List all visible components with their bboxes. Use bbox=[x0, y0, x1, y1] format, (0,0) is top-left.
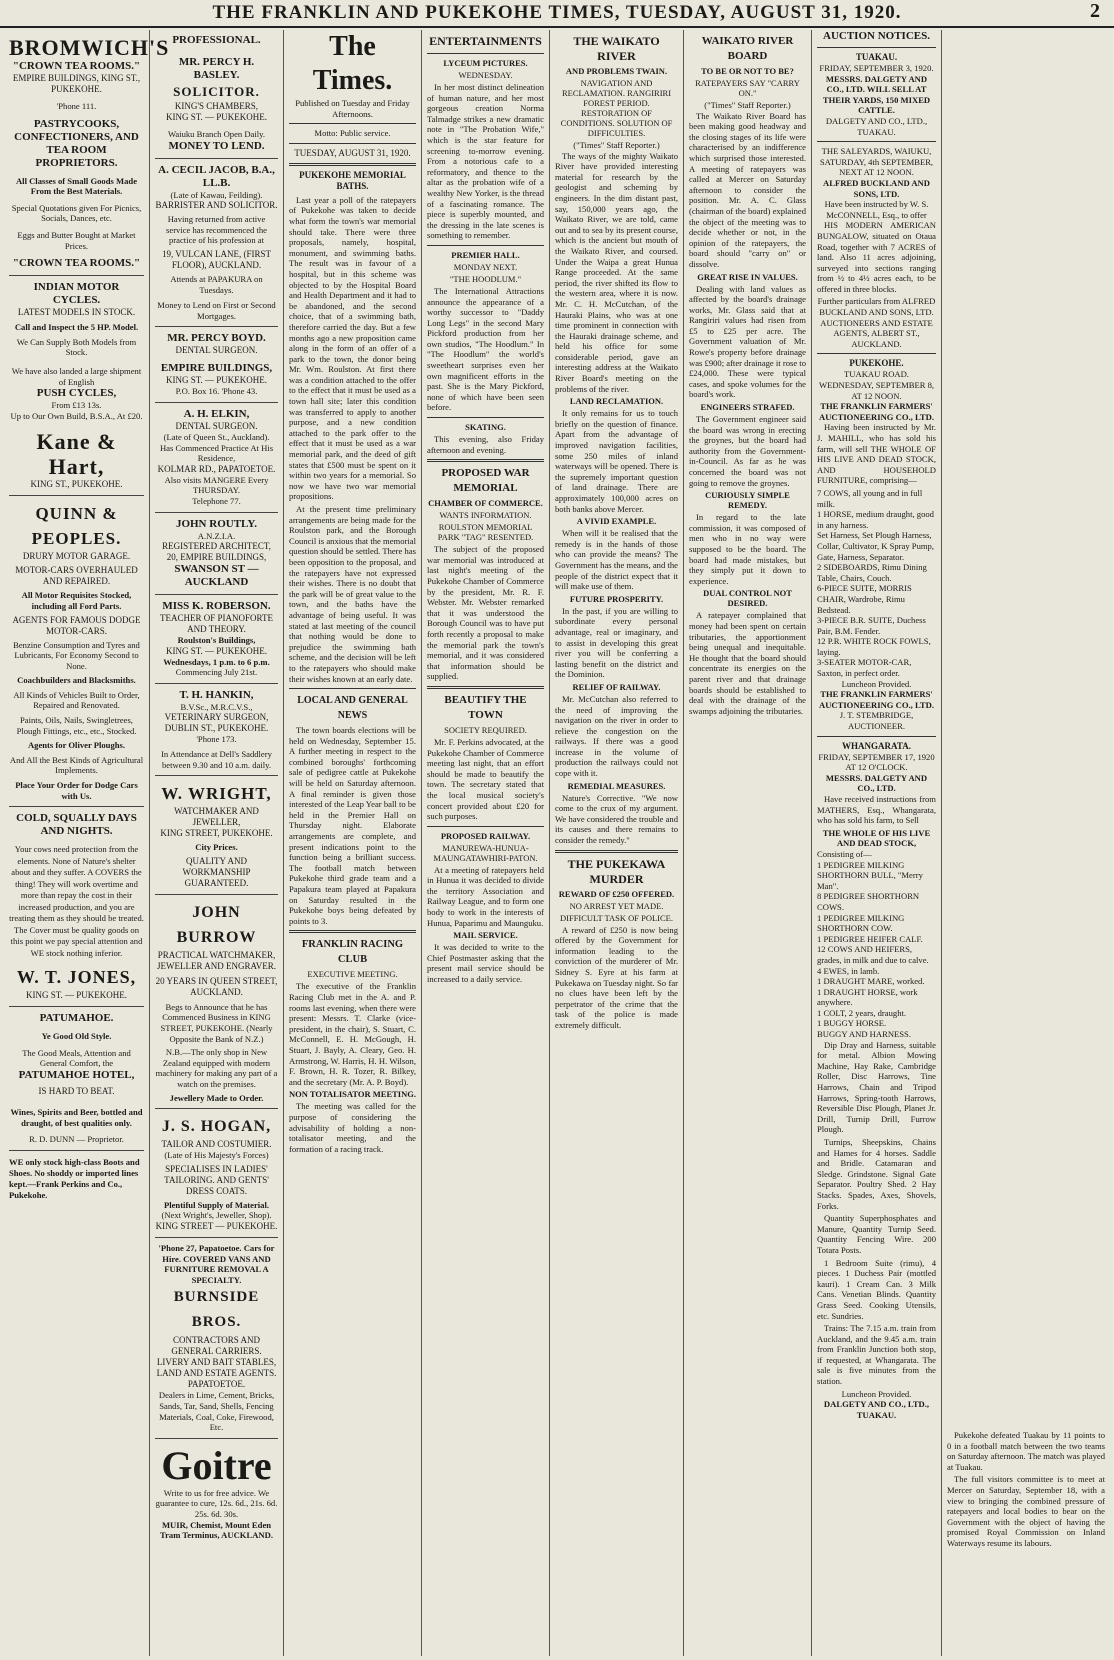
dodge-agents: AGENTS FOR FAMOUS DODGE MOTOR-CARS. bbox=[12, 614, 141, 636]
pukekawa-body: A reward of £250 is now being offered by the Government for information leading to the conviction of the murderer of Mr. Sidney S. Eyre at his farm at Pukekawa on Tuesday night. So far no clues have been left by the perpetrator of the crime that the task of the police is made extremely difficult. bbox=[555, 924, 678, 1030]
skating-body: This evening, also Friday afternoon and evening. bbox=[427, 434, 544, 455]
landed-shipment: We have also landed a large shipment of English bbox=[11, 365, 142, 387]
baths-body-2: At the present time preliminary arrangements are being made for the Roulston park, and the Borough Council is anxious that the memorial question should be settled. There has been opposition to the proposal, and the ratepayers have not expressed their wishes. There is no doubt that the park will be of great value to the town, and the baths have the advantage of being useful. It was stated at last meeting of the council that nothing would be done to prejudice the swimming bath scheme, and the decision will be left to the ratepayers who should make their wishes known at an early date. bbox=[289, 504, 416, 684]
tuakau-1: TUAKAU. bbox=[855, 52, 898, 62]
motor-requisites: All Motor Requisites Stocked, including all Ford Parts. bbox=[21, 590, 132, 611]
list-item: 3-SEATER MOTOR-CAR, Saxton, in perfect order. bbox=[817, 657, 912, 679]
burrow-title: PRACTICAL WATCHMAKER, JEWELLER AND ENGRAVER. bbox=[156, 949, 277, 971]
burrow-card bbox=[155, 895, 278, 1109]
elkin-card bbox=[155, 403, 278, 513]
dodge-order: Place Your Order for Dodge Cars with Us. bbox=[15, 780, 138, 801]
premier-day: MONDAY NEXT. bbox=[453, 261, 518, 272]
cold-body: Your cows need protection from the elements. None of Nature's shelter about and they suffer. A COVERS the thing! They will work overtime and more than repay the cost in their increased production, and you are treating them as they should be treated. The Cover must be quality goods on this point we pay special attention and WE stock nothing inferior. bbox=[9, 844, 144, 958]
hankin-phone: 'Phone 173. bbox=[196, 734, 237, 745]
list-item: 1 DRAUGHT MARE, worked. bbox=[817, 976, 925, 987]
strafed-heading: ENGINEERS STRAFED. bbox=[700, 402, 795, 413]
list-item: 1 DRAUGHT HORSE, work anywhere. bbox=[817, 986, 918, 1008]
page-number: 2 bbox=[1090, 0, 1100, 22]
indian-motor-ad bbox=[9, 276, 144, 496]
pukekawa-headline: THE PUKEKAWA MURDER bbox=[567, 856, 666, 886]
remedial-heading: REMEDIAL MEASURES. bbox=[567, 780, 666, 791]
elkin-tel: Telephone 77. bbox=[192, 495, 241, 506]
railway-body: At a meeting of ratepayers held in Hunua it was decided to divide the territory Association and Railway League, and to form one body to work in the interests of Hunua, Paparimu and Maunguku. bbox=[427, 864, 544, 928]
burnside-title: CONTRACTORS AND GENERAL CARRIERS. bbox=[171, 1335, 262, 1357]
hogan-name: J. S. HOGAN, bbox=[161, 1118, 272, 1136]
local-news-body: The town boards elections will be held on Wednesday, September 15. A further meeting in respect to the combined boroughs' forthcoming sale of pedigree cattle at Pukekohe will be held on Saturday afternoon. A final reminder is given those interested of the Leap Year ball to be held in the Premier Hall on Thursday night. Elaborate arrangements are complete, and present indications point to the function being a brilliant success. The football match between Pukekohe third grade team and a Papakura team played at Papakura on Saturday resulted in the Pukekohe boys being defeated by points to 3. bbox=[289, 725, 416, 926]
ye-good-old: Ye Good Old Style. bbox=[41, 1031, 112, 1042]
wed-sept8: WEDNESDAY, SEPTEMBER 8, AT 12 NOON. bbox=[818, 380, 935, 401]
luncheon-2: Luncheon Provided. bbox=[841, 1388, 912, 1399]
list-item: 1 PEDIGREE MILKING SHORTHORN BULL, "Merry Man". bbox=[817, 859, 923, 891]
premier-heading: PREMIER HALL. bbox=[451, 249, 520, 260]
special-quotations: Special Quotations given For Picnics, Socials, Dances, etc. bbox=[11, 202, 142, 224]
push-price: From £13 13s. bbox=[51, 400, 102, 411]
hogan-late: (Late of His Majesty's Forces) bbox=[164, 1150, 269, 1161]
motor-overhaul: MOTOR-CARS OVERHAULED AND REPAIRED. bbox=[15, 565, 138, 587]
benzine: Benzine Consumption and Tyres and Lubricants, For Economy Second to None. bbox=[13, 639, 140, 671]
mail-body: It was decided to write to the Chief Postmaster asking that the present mail service should be increased to a daily service. bbox=[427, 942, 544, 985]
comprising: Consisting of— bbox=[817, 848, 872, 859]
wright-title: WATCHMAKER AND JEWELLER, bbox=[174, 806, 259, 828]
implements: And All the Best Kinds of Agricultural Implements. bbox=[9, 754, 144, 776]
wines-spirits: Wines, Spirits and Beer, bottled and draught, of best qualities only. bbox=[10, 1107, 143, 1128]
dunn-proprietor: R. D. DUNN — Proprietor. bbox=[29, 1134, 124, 1145]
routly-card bbox=[155, 513, 278, 596]
coachbuilders: Coachbuilders and Blacksmiths. bbox=[17, 675, 136, 686]
column-4 bbox=[422, 30, 550, 1656]
lyceum-day: WEDNESDAY. bbox=[458, 70, 513, 80]
jacob-name: A. CECIL JACOB, B.A., LL.B. bbox=[158, 163, 275, 189]
river-board-staff: ("Times" Staff Reporter.) bbox=[704, 100, 791, 110]
indian-motor-cycles: INDIAN MOTOR CYCLES. bbox=[33, 281, 120, 307]
roulston-buildings: Roulston's Buildings, bbox=[177, 635, 256, 646]
hankin-qual: B.V.Sc., M.R.C.V.S., bbox=[180, 701, 253, 712]
franklin-farmers-2: THE FRANKLIN FARMERS' AUCTIONEERING CO., LTD. bbox=[818, 689, 934, 710]
dalgety-tuakau: DALGETY AND CO., LTD., TUAKAU. bbox=[825, 115, 928, 137]
dalgety-4: DALGETY AND CO., LTD., TUAKAU. bbox=[823, 1399, 930, 1420]
household-list: 1 Bedroom Suite (rimu), 4 pieces. 1 Duchess Pair (mottled kauri). 1 Cream Can. 3 Milk Cans. Venetian Blinds. Quantity Grass Seed. Cooking Utensils, etc. Sundries. bbox=[817, 1257, 936, 1321]
list-item: 12 COWS AND HEIFERS, grades, in milk and due to calve. bbox=[817, 944, 929, 965]
hankin-name: T. H. HANKIN, bbox=[179, 688, 254, 701]
burnside-card bbox=[155, 1238, 278, 1439]
oliver-ploughs: Agents for Oliver Ploughs. bbox=[27, 740, 126, 751]
goitre-body: Write to us for free advice. We guarantee to cure, 12s. 6d., 21s. 6d. 25s. 6d. 30s. bbox=[155, 1487, 278, 1519]
waiuku-branch: Waiuku Branch Open Daily. bbox=[167, 129, 266, 139]
totalisator-body: The meeting was called for the purpose of considering the advisability of holding a non-totalisator meeting, and the formation of a racing track. bbox=[289, 1101, 416, 1154]
routly-name: JOHN ROUTLY. bbox=[175, 517, 258, 530]
hard-to-beat: IS HARD TO BEAT. bbox=[38, 1086, 115, 1096]
masthead: THE FRANKLIN AND PUKEKOHE TIMES, TUESDAY, AUGUST 31, 1920. bbox=[0, 0, 1114, 28]
routly-anzia: A.N.Z.I.A. bbox=[197, 530, 236, 541]
roulston-addr: KING ST. — PUKEKOHE. bbox=[165, 645, 268, 656]
column-8 bbox=[942, 30, 1110, 1656]
dual-control-body: A ratepayer complained that money had been spent on certain tributaries, the apportionment being unequal and inequitable. He thought that the board should concentrate its energies on the parent river and that drainage boards should be established to deal with the drainage of the swamps adjoining the tributaries. bbox=[689, 610, 806, 716]
racing-heading: FRANKLIN RACING CLUB bbox=[301, 939, 404, 966]
mail-heading: MAIL SERVICE. bbox=[453, 930, 518, 941]
wright-card bbox=[155, 776, 278, 895]
times-title: The Times. bbox=[312, 31, 393, 96]
wright-quality: QUALITY AND WORKMANSHIP GUARANTEED. bbox=[182, 855, 251, 888]
pukekawa-reward: REWARD OF £250 OFFERED. bbox=[558, 888, 675, 899]
burnside-livery: LIVERY AND BAIT STABLES, LAND AND ESTATE AGENTS. PAPATOETOE. bbox=[156, 1357, 277, 1390]
buckland-particulars: Further particulars from ALFRED BUCKLAND AND SONS, LTD. AUCTIONEERS AND ESTATE AGENTS, ALBERT ST., AUCKLAND. bbox=[817, 296, 936, 349]
list-item: 1 BUGGY HORSE. bbox=[817, 1018, 887, 1029]
jones-address: KING ST. — PUKEKOHE. bbox=[25, 990, 128, 1001]
basley-title: SOLICITOR. bbox=[173, 84, 260, 99]
money-mortgages: Money to Lend on First or Second Mortgages. bbox=[157, 300, 276, 321]
bungalow: HIS MODERN AMERICAN BUNGALOW, situated on Otaua Road, together with 7 ACRES of land. Also 11 acres adjoining, surveyed into sections ranging from ½ to 4½ acres each, to be offered in three blocks. bbox=[817, 220, 936, 294]
boyd-card bbox=[155, 327, 278, 403]
manures-list: Quantity Superphosphates and Manure, Quantity Turnip Seed. Quantity Fencing Wire. 200 Totara Posts. bbox=[817, 1213, 936, 1255]
list-item: 12 P.R. WHITE ROCK FOWLS, laying. bbox=[817, 636, 931, 657]
farmers-list bbox=[817, 488, 936, 679]
burrow-begs: Begs to Announce that he has Commenced Business in KING STREET, PUKEKOHE. (Nearly Opposite the Bank of N.Z.) bbox=[160, 1001, 273, 1044]
luncheon-1: Luncheon Provided. bbox=[841, 678, 912, 689]
eggs-butter: Eggs and Butter Bought at Market Prices. bbox=[17, 229, 136, 251]
hogan-addr: KING STREET — PUKEKOHE. bbox=[155, 1220, 278, 1231]
list-item: Set Harness, Set Plough Harness, Collar, Cultivator, K Spray Pump, Gate, Harness, Separator. bbox=[817, 530, 934, 562]
quinn-peoples: QUINN & PEOPLES. bbox=[31, 504, 122, 549]
basley-card bbox=[155, 51, 278, 159]
hogan-special: SPECIALISES IN LADIES' TAILORING. AND GENTS' DRESS COATS. bbox=[164, 1163, 269, 1196]
baths-headline: PUKEKOHE MEMORIAL BATHS. bbox=[299, 169, 406, 191]
basley-name: MR. PERCY H. BASLEY. bbox=[178, 56, 255, 81]
swanson-st: SWANSON ST — AUCKLAND bbox=[174, 563, 259, 589]
goitre-title: Goitre bbox=[161, 1442, 272, 1488]
waikato-staff: ("Times" Staff Reporter.) bbox=[573, 140, 660, 150]
paints: Paints, Oils, Nails, Swingletrees, Plough Fittings, etc., etc., Stocked. bbox=[16, 715, 137, 736]
visitors-meeting: The full visitors committee is to meet at Mercer on Saturday, September 18, with a view to bringing the combined pressure of ratepayers and local bodies to bear on the Government with the object of having the promised Royal Commission on Inland Waterways resume its labours. bbox=[947, 1474, 1105, 1548]
professional-heading: PROFESSIONAL. bbox=[172, 34, 261, 46]
bromwich-ad bbox=[9, 30, 170, 276]
column-8-spacer bbox=[947, 30, 1105, 1430]
hogan-next: (Next Wright's, Jeweller, Shop). bbox=[161, 1210, 272, 1221]
routly-addr: 20, EMPIRE BUILDINGS, bbox=[166, 552, 267, 563]
push-build: Up to Our Own Build, B.S.A., At £20. bbox=[10, 410, 143, 421]
hogan-title: TAILOR AND COSTUMIER. bbox=[161, 1139, 272, 1150]
burnside-dealers: Dealers in Lime, Cement, Bricks, Sands, Tar, Sand, Shells, Fencing Materials, Coal, Coke, Firewood, Etc. bbox=[158, 1390, 275, 1433]
burnside-cars: 'Phone 27, Papatoetoe. Cars for Hire. COVERED VANS AND FURNITURE REMOVAL A SPECIALTY. bbox=[158, 1242, 275, 1285]
relief-heading: RELIEF OF RAILWAY. bbox=[572, 681, 661, 692]
money-to-lend: MONEY TO LEND. bbox=[168, 139, 265, 152]
proposed-memorial-heading: PROPOSED WAR MEMORIAL bbox=[441, 467, 530, 495]
railway-heading: PROPOSED RAILWAY. bbox=[440, 830, 531, 841]
remedial-body: Nature's Corrective. "We now come to the crux of my argument. We have considered the trouble and its causes and there remains to consider the remedy." bbox=[555, 792, 678, 846]
bromwich-phone: 'Phone 111. bbox=[56, 101, 97, 111]
quinn-peoples-ad bbox=[9, 496, 144, 807]
totalisator-heading: NON TOTALISATOR MEETING. bbox=[289, 1089, 416, 1100]
boyd-po: P.O. Box 16. 'Phone 43. bbox=[175, 386, 258, 397]
boyd-title: DENTAL SURGEON. bbox=[175, 345, 258, 356]
burrow-jewellery: Jewellery Made to Order. bbox=[169, 1092, 264, 1103]
sundries-list: Turnips, Sheepskins, Chains and Hames for 4 horses. Saddle and Bridle. Catamaran and Sledge. Grindstone. Signal Gate Separator. Poultry Shed. 2 Hay Stacks. Spades, Axes, Shovels, Forks. bbox=[817, 1137, 936, 1211]
list-item: 2 SIDEBOARDS, Rimu Dining Table, Chairs, Couch. bbox=[817, 562, 927, 583]
proposed-memorial-body: The subject of the proposed war memorial was introduced at last night's meeting of the Pukekohe Chamber of Commerce by the president, Mr. R. F. Webster. Mr. Webster remarked that it was understood the Borough Council was to have put forth recently a proposal to make the memorial park the town's memorial, and it was considered that information should be supplied. bbox=[427, 544, 544, 682]
boyd-name: MR. PERCY BOYD. bbox=[167, 332, 266, 345]
entertainments-heading: ENTERTAINMENTS bbox=[429, 34, 542, 48]
relief-body: Mr. McCutchan also referred to the need of improving the navigation on the river in order to relieve the congestion on the railways. If there was a good increase in the volume of production the railways could not cope with it. bbox=[555, 693, 678, 779]
hogan-plentiful: Plentiful Supply of Material. bbox=[163, 1199, 270, 1210]
strafed-body: The Government engineer said the board was wrong in erecting the groynes, but the board had authority from the Government-in-Council. As far as he was concerned the board was not going to remove the groynes. bbox=[689, 414, 806, 488]
local-news-heading: LOCAL AND GENERAL NEWS bbox=[297, 695, 408, 722]
farmers-body: Having been instructed by Mr. J. MAHILL, who has sold his farm, will sell THE WHOLE OF HIS LIVE AND DEAD STOCK, AND HOUSEHOLD FURNITURE, comprising— bbox=[817, 422, 936, 486]
list-item: 1 PEDIGREE HEIFER CALF. bbox=[817, 933, 923, 944]
dual-control-heading: DUAL CONTROL NOT DESIRED. bbox=[703, 588, 792, 609]
push-cycles: PUSH CYCLES, bbox=[36, 387, 117, 400]
motto: Motto: Public service. bbox=[314, 128, 391, 139]
burrow-name: JOHN BURROW bbox=[176, 903, 257, 946]
dalgety-3: MESSRS. DALGETY AND CO., LTD. bbox=[825, 772, 928, 794]
premier-body: The International Attractions announce the appearance of a worthy successor to "Daddy Long Legs" in the second Mary Pickford production from her own studios, "The Hoodlum." In "The Hoodlum" the world's sweetheart surprises even her own magnificent efforts in the past. She is the Mary Pickford, none of which have been seen before. bbox=[427, 285, 544, 413]
racing-sub: EXECUTIVE MEETING. bbox=[307, 969, 398, 980]
list-item: BUGGY AND HARNESS. bbox=[817, 1029, 911, 1040]
wright-city: City Prices. bbox=[195, 842, 238, 853]
elkin-late: (Late of Queen St., Auckland). bbox=[163, 431, 270, 442]
river-board-sub: TO BE OR NOT TO BE? bbox=[701, 66, 794, 76]
reclamation-body: It only remains for us to touch briefly on the question of finance. Apart from the advantage of improved navigation facilities, some 250 miles of inland waterways will be opened. There is the supremely important question of land drainage. There are approximately 100,000 acres on both banks above Mercer. bbox=[555, 408, 678, 514]
column-6 bbox=[684, 30, 812, 1656]
jones-title: W. T. JONES, bbox=[16, 967, 137, 988]
papakura: Attends at PAPAKURA on Tuesdays. bbox=[170, 273, 263, 295]
list-item: 4 EWES, in lamb. bbox=[817, 965, 880, 976]
vehicles: All Kinds of Vehicles Built to Order, Repaired and Renovated. bbox=[13, 689, 140, 711]
friday-sept3: FRIDAY, SEPTEMBER 3, 1920. bbox=[819, 63, 934, 73]
patumahoe-ad bbox=[9, 1007, 144, 1151]
cold-squally: COLD, SQUALLY DAYS AND NIGHTS. bbox=[16, 812, 137, 838]
roberson-name: MISS K. ROBERSON. bbox=[162, 600, 271, 613]
pukekawa-no-arrest: NO ARREST YET MADE. bbox=[569, 900, 664, 911]
hankin-addr: DUBLIN ST., PUKEKOHE. bbox=[164, 723, 269, 734]
jacob-title: BARRISTER AND SOLICITOR. bbox=[155, 200, 278, 211]
racing-body: The executive of the Franklin Racing Club met in the A. and P. rooms last evening, when there were present: Messrs. T. Clarke (vice-president, in the chair), S. Stuart, C. McConnell, E. H. McGough, H. Stuart, J. Bayly, A. Cleary, Geo. H. Armstrong, W. Harris, H. H. Wilson, F. Brown, H. R. Tozer, R. Bilkey, and the secretary (Mr. A. P. Boyd). bbox=[289, 981, 416, 1087]
published: Published on Tuesday and Friday Afternoons. bbox=[295, 98, 410, 119]
list-item: 7 COWS, all young and in full milk. bbox=[817, 487, 923, 509]
empire-buildings: EMPIRE BUILDINGS, KING ST., PUKEKOHE. bbox=[12, 73, 141, 94]
list-item: 3-PIECE B.R. SUITE, Duchess Pair, B.M. Fender. bbox=[817, 615, 926, 636]
whole-live-dead: THE WHOLE OF HIS LIVE AND DEAD STOCK, bbox=[822, 827, 931, 849]
waikato-headline: THE WAIKATO RIVER bbox=[573, 34, 660, 63]
boots-notice: WE only stock high-class Boots and Shoes. No shoddy or imported lines kept.—Frank Perkins and Co., Pukekohe. bbox=[9, 1156, 140, 1200]
column-1 bbox=[4, 30, 170, 1656]
tag-resented: ROULSTON MEMORIAL PARK "TAG" RESENTED. bbox=[437, 522, 534, 543]
river-board-headline: WAIKATO RIVER BOARD bbox=[701, 35, 794, 62]
waikato-sub: AND PROBLEMS TWAIN. bbox=[565, 66, 668, 76]
latest-models: LATEST MODELS IN STOCK. bbox=[17, 307, 136, 318]
bromwich-title: BROMWICH'S bbox=[9, 35, 170, 60]
skating-heading: SKATING. bbox=[465, 422, 506, 433]
great-rise-heading: GREAT RISE IN VALUES. bbox=[697, 271, 798, 282]
crown-tea-rooms: "CROWN TEA ROOMS." bbox=[12, 60, 141, 72]
crown-tea-rooms-2: "CROWN TEA ROOMS." bbox=[12, 257, 141, 270]
chamber-commerce: CHAMBER OF COMMERCE. bbox=[428, 498, 543, 509]
kane-address: KING ST., PUKEKOHE. bbox=[30, 479, 123, 490]
pukekawa-difficult: DIFFICULT TASK OF POLICE. bbox=[560, 912, 673, 923]
roberson-card bbox=[155, 595, 278, 684]
waikato-body: The ways of the mighty Waikato River have provided interesting material for research by the geologist and scheming by engineers. In the dim distant past, say, 150,000 years ago, the Waikato River, we are told, came out and to sea by its present course, which is the ancient but mouth of the Waikato River, and coursed. Under the Waipa a great Hunua Range proceeded. At the same period, the river shifted its flow to the western area, where it is now. Mr. C. H. McCutchan, of the Hauraki Plains, who was at one time prominent in connection with the Hauraki drainage scheme, and held his office for some considerable period, gave an interesting address at the Waikato River Board's meeting on the problems of the river. bbox=[555, 150, 678, 394]
small-goods: All Classes of Small Goods Made From the Best Materials. bbox=[15, 175, 138, 197]
trains-notice: Trains: The 7.15 a.m. train from Auckland, and the 9.45 a.m. train from Franklin Junction both stop, if requested, at Whangarata. The sale is five minutes from the station. bbox=[817, 1323, 936, 1387]
great-rise-body: Dealing with land values as affected by the board's drainage works, Mr. Glass said that at Rangiriri values had risen from £5 to £25 per acre. The Government valuation of Mr. Rowe's property before drainage was £900; after drainage it rose to £24,000. These were typical cases, and spoke volumes for the board's work. bbox=[689, 283, 806, 400]
saleyards-waiuku: THE SALEYARDS, WAIUKU, SATURDAY, 4th SEPTEMBER, NEXT AT 12 NOON. bbox=[819, 146, 934, 178]
river-board-body: The Waikato River Board has been making good headway and the closing stages of its life were characterised by an indifference which surprised those interested. A meeting of ratepayers was called at Mercer on Saturday afternoon to consider the position. Mr. A. C. Glass (chairman of the board) explained the object of the meeting was to decide whether or not, in the opinion of the ratepayers, the board should "carry on" or dissolve. bbox=[689, 110, 806, 269]
hogan-card bbox=[155, 1109, 278, 1238]
hankin-title: VETERINARY SURGEON, bbox=[164, 712, 269, 723]
waikato-kicker: NAVIGATION AND RECLAMATION. RANGIRIRI FOREST PERIOD. RESTORATION OF CONDITIONS. SOLUTION OF DIFFICULTIES. bbox=[560, 78, 673, 138]
society-required: SOCIETY REQUIRED. bbox=[444, 724, 527, 735]
list-item: 1 COLT, 2 years, draught. bbox=[817, 1007, 907, 1018]
whangarata: WHANGARATA. bbox=[842, 740, 911, 751]
column-7 bbox=[812, 30, 942, 1656]
supply-models: We Can Supply Both Models from Stock. bbox=[16, 336, 137, 358]
wants-info: WANTS INFORMATION. bbox=[439, 510, 532, 521]
reclamation-heading: LAND RECLAMATION. bbox=[569, 396, 664, 407]
friday-sept17: FRIDAY, SEPTEMBER 17, 1920 AT 12 O'CLOCK. bbox=[818, 751, 935, 773]
dalgety-3-body: Have received instructions from MATHERS, Esq., Whangarata, who has sold his farm, to Sell bbox=[817, 794, 936, 826]
vulcan-lane: 19, VULCAN LANE, (FIRST FLOOR), AUCKLAND. bbox=[161, 248, 272, 270]
beautify-heading: BEAUTIFY THE TOWN bbox=[444, 693, 527, 721]
pukekohe-sale: PUKEKOHE. bbox=[849, 358, 904, 369]
football-note: Pukekohe defeated Tuakau by 11 points to 0 in a football match between the two teams on Saturday afternoon. The match was played at Tuakau. bbox=[947, 1430, 1105, 1472]
elkin-body: Has Commenced Practice At His Residence, bbox=[159, 442, 274, 464]
remedy-body: In regard to the late commission, it was composed of men who in no way were supposed to be the board. The board had made mistakes, but they simply put it down to experience. bbox=[689, 512, 806, 586]
column-3 bbox=[284, 30, 422, 1656]
railway-sub: MANUREWA-HUNUA-MAUNGATAWHIRI-PATON. bbox=[433, 842, 538, 863]
issue-date: TUESDAY, AUGUST 31, 1920. bbox=[294, 147, 411, 158]
list-item: 1 HORSE, medium draught, good in any harness. bbox=[817, 509, 934, 530]
wright-name: W. WRIGHT, bbox=[161, 784, 272, 804]
lyceum-heading: LYCEUM PICTURES. bbox=[443, 58, 528, 68]
jacob-body: Having returned from active service has recommenced the practice of his profession at bbox=[166, 214, 267, 246]
baths-body-1: Last year a poll of the ratepayers of Pukekohe was taken to decide what form the town's war memorial should take. There were three proposals, namely, hospital, monument, and swimming baths. The result was in favour of a hospital, but in this scheme was objected to by the Hospital Board and Health Department and it had to be abandoned, and the second choice, that of a swimming bath, therefore carried the day. But a few months ago a new proposition came along in the form of an offer of a park to the town, the donor being Mr. Wm. Roulston. At first there was a condition attached to the offer to the effect that it must be used as a town hall site; later this condition was transferred to apply to another purpose, and a new condition attached to the park offer to the effect that it must be used as a war memorial park, and the deed of gift states that £500 must be spent on it within two years for a memorial. So now we have two war memorial propositions. bbox=[289, 194, 416, 502]
goitre-ad bbox=[155, 1439, 278, 1546]
buckland-1: ALFRED BUCKLAND AND SONS, LTD. bbox=[823, 177, 930, 199]
jacob-late: (Late of Kawau, Feilding). bbox=[170, 189, 263, 200]
wright-addr: KING STREET, PUKEKOHE. bbox=[160, 828, 273, 839]
good-meals: The Good Meals, Attention and General Comfort, the bbox=[22, 1047, 131, 1069]
list-item: 8 PEDIGREE SHORTHORN COWS. bbox=[817, 891, 920, 912]
pastrycooks: PASTRYCOOKS, CONFECTIONERS, AND TEA ROOM PROPRIETORS. bbox=[14, 117, 139, 169]
column-2 bbox=[150, 30, 284, 1656]
burrow-nb: N.B.—The only shop in New Zealand equipped with modern machinery for making any part of a watch on the premises. bbox=[155, 1047, 278, 1089]
mangere: Also visits MANGERE Every THURSDAY. bbox=[164, 474, 269, 496]
list-item: 1 PEDIGREE MILKING SHORTHORN COW. bbox=[817, 912, 905, 934]
lyceum-body: In her most distinct delineation of human nature, and her most gorgeous creation Norma Talmadge strikes a new dramatic note in "The Probation Wife," which is the star feature for screening to-morrow evening. From a notorious cafe to a reformatory, and thence to the altar as the probation wife of a wealthy New Yorker, is the thread of a fascinating romance. The piece is superbly mounted, and the dressing in the late scenes is something to remember. bbox=[427, 82, 544, 241]
kings-chambers: KING'S CHAMBERS, bbox=[174, 101, 259, 111]
buckland-instructed: Have been instructed by W. S. McCONNELL, Esq., to offer bbox=[824, 199, 929, 220]
vivid-heading: A VIVID EXAMPLE. bbox=[576, 516, 657, 527]
stock-list bbox=[817, 860, 936, 1040]
kings-address: KING ST. — PUKEKOHE. bbox=[165, 112, 268, 122]
burrow-years: 20 YEARS IN QUEEN STREET, AUCKLAND. bbox=[155, 975, 278, 997]
burnside-name: BURNSIDE BROS. bbox=[173, 1289, 260, 1331]
river-board-kicker: RATEPAYERS SAY "CARRY ON." bbox=[695, 78, 800, 98]
vivid-body: When will it be realised that the remedy is in the hands of those who can provide the means? The Government has the means, and the people of the district expect that it will make use of them. bbox=[555, 528, 678, 592]
cold-nights-ad bbox=[9, 807, 144, 1007]
roberson-july: Commencing July 21st. bbox=[175, 667, 258, 678]
roberson-hours: Wednesdays, 1 p.m. to 6 p.m. bbox=[163, 656, 270, 667]
future-body: In the past, if you are willing to subordinate every personal advantage, real or imaginary, and to assist in developing this great river you will be conferring a lasting benefit on the district and the Dominion. bbox=[555, 605, 678, 680]
elkin-name: A. H. ELKIN, bbox=[183, 407, 250, 420]
column-5 bbox=[550, 30, 684, 1656]
routly-title: REGISTERED ARCHITECT, bbox=[162, 541, 271, 552]
patumahoe-hotel: PATUMAHOE HOTEL, bbox=[18, 1069, 135, 1081]
call-inspect: Call and Inspect the 5 HP. Model. bbox=[14, 322, 139, 333]
elkin-title: DENTAL SURGEON. bbox=[175, 420, 258, 431]
newspaper-columns bbox=[4, 30, 1110, 1656]
jacob-card bbox=[155, 159, 278, 328]
boyd-empire: EMPIRE BUILDINGS, bbox=[160, 362, 273, 375]
auction-notices: AUCTION NOTICES. bbox=[823, 30, 930, 42]
kolmar-rd: KOLMAR RD., PAPATOETOE. bbox=[157, 463, 276, 474]
dalgety-yards: MESSRS. DALGETY AND CO., LTD. WILL SELL AT THEIR YARDS, 150 MIXED CATTLE. bbox=[822, 73, 931, 116]
kane-hart: Kane & Hart, bbox=[36, 429, 117, 480]
patumahoe-title: PATUMAHOE. bbox=[39, 1012, 114, 1025]
goitre-muir: MUIR, Chemist, Mount Eden Tram Terminus, AUCKLAND. bbox=[159, 1519, 273, 1541]
boyd-address: KING ST. — PUKEKOHE. bbox=[165, 375, 268, 386]
stembridge: J. T. STEMBRIDGE, AUCTIONEER. bbox=[839, 710, 914, 732]
hankin-attend: In Attendance at Dell's Saddlery between 9.30 and 10 a.m. daily. bbox=[161, 749, 272, 770]
beautify-body: Mr. F. Perkins advocated, at the Pukekohe Chamber of Commerce meeting last night, that an effort should be made to beautify the town. The secretary stated that the local musical society's concert provided about £20 for such purposes. bbox=[427, 736, 544, 822]
future-heading: FUTURE PROSPERITY. bbox=[569, 593, 664, 604]
franklin-farmers-1: THE FRANKLIN FARMERS' AUCTIONEERING CO., LTD. bbox=[818, 401, 934, 422]
tuakau-road: TUAKAU ROAD. bbox=[844, 369, 909, 380]
remedy-heading: CURIOUSLY SIMPLE REMEDY. bbox=[705, 490, 790, 511]
drury-garage: DRURY MOTOR GARAGE. bbox=[22, 551, 131, 562]
list-item: 6-PIECE SUITE, MORRIS CHAIR, Wardrobe, Rimu Bedstead. bbox=[817, 583, 912, 615]
piano-teacher: TEACHER OF PIANOFORTE AND THEORY. bbox=[160, 613, 273, 635]
hankin-card bbox=[155, 684, 278, 776]
implements-list: Dip Dray and Harness, suitable for metal. Albion Mowing Machine, Hay Rake, Cambridge Roller, Disc Harrows, Tine Harrows, Chain and Tripod Harrows, Spring-tooth Harrows, Reversible Disc Plough, Planet Jr. Drill, Turnip Drill, Furrow Plough. bbox=[817, 1039, 936, 1135]
hoodlum: "THE HOODLUM." bbox=[449, 273, 522, 284]
